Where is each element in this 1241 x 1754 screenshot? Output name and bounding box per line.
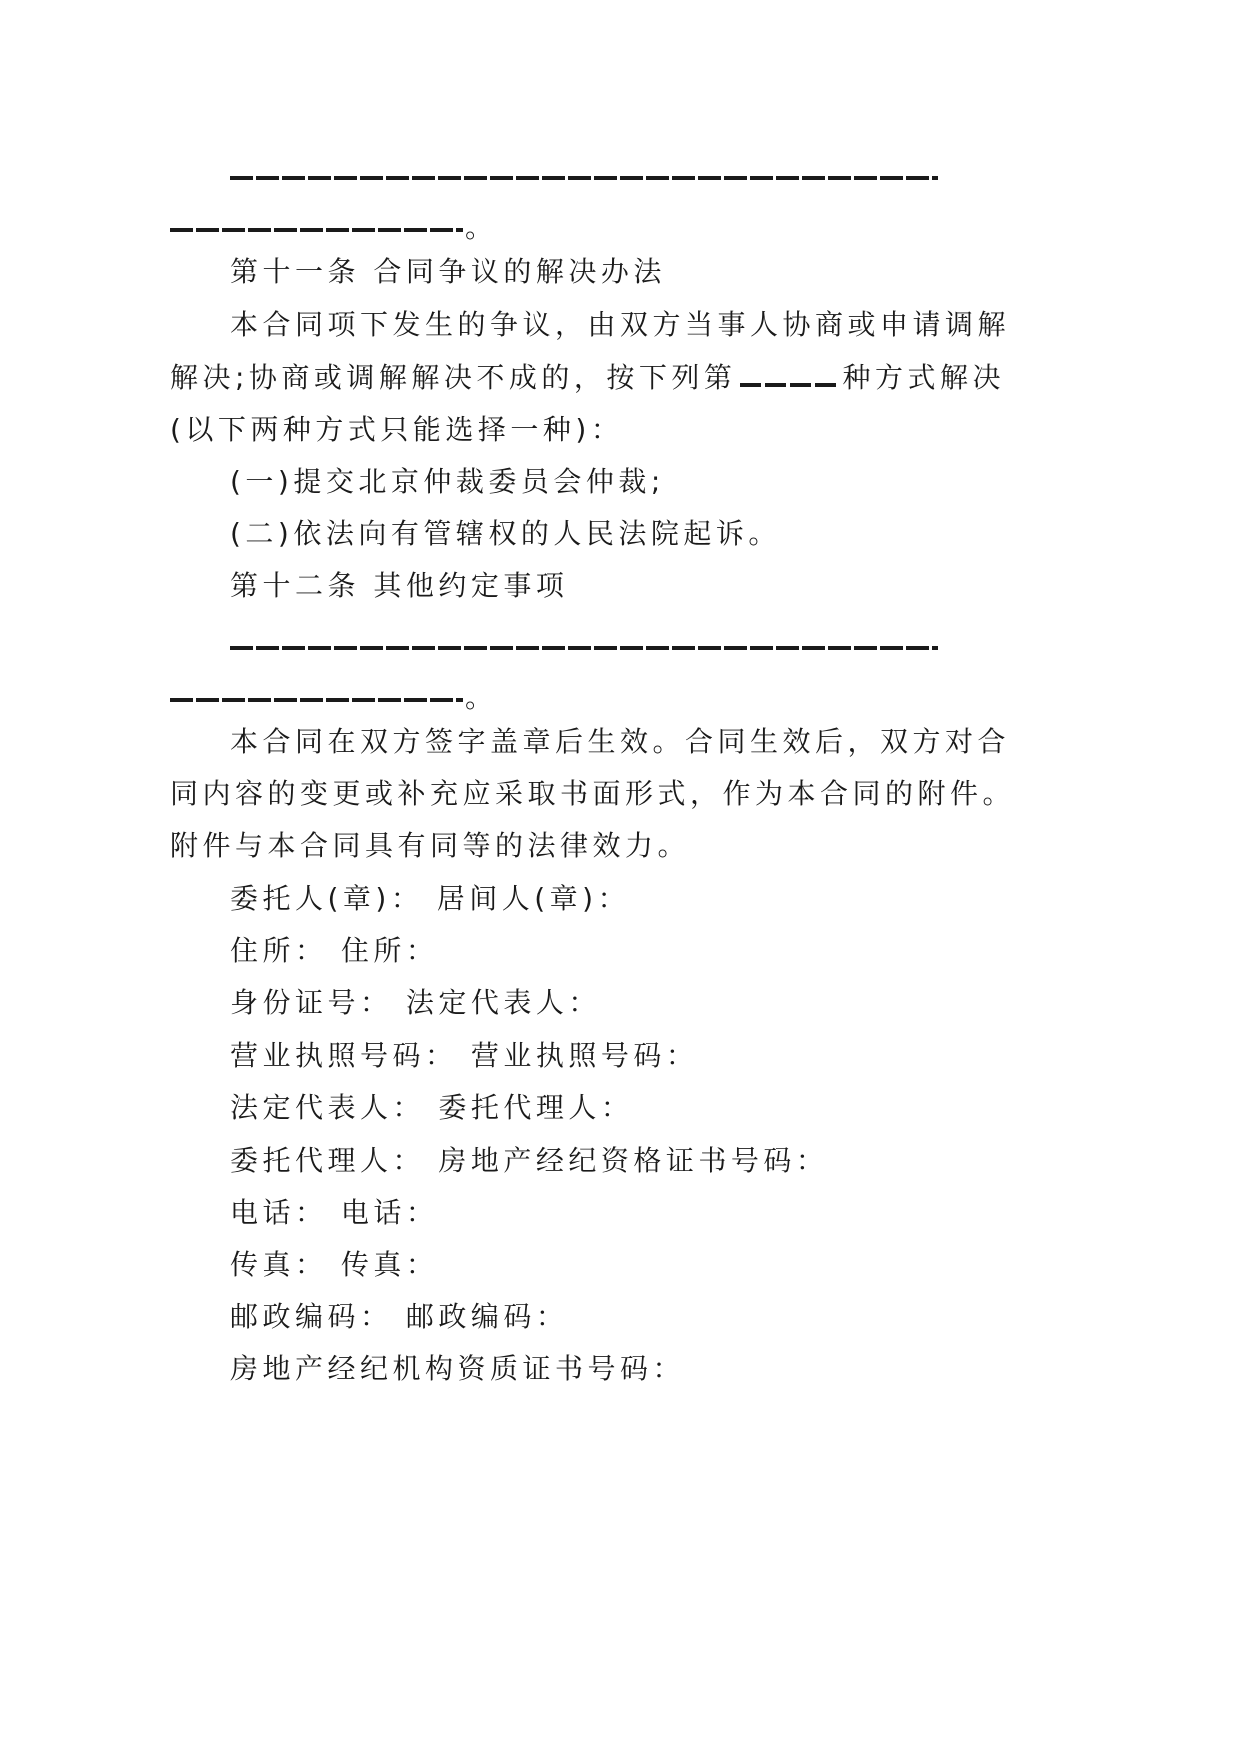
article-11-para-line-1: 本合同项下发生的争议，由双方当事人协商或申请调解 bbox=[230, 308, 1011, 341]
method-choice-blank bbox=[740, 383, 836, 387]
blank-line-art12-2 bbox=[170, 698, 463, 702]
signature-line-address: 住所： 住所： bbox=[230, 934, 439, 967]
article-11-para-line-2-start: 解决;协商或调解解决不成的，按下列第 bbox=[170, 361, 737, 394]
effect-para-line-3: 附件与本合同具有同等的法律效力。 bbox=[170, 829, 691, 862]
signature-line-agent: 委托代理人： 房地产经纪资格证书号码： bbox=[230, 1144, 829, 1177]
signature-line-fax: 传真： 传真： bbox=[230, 1248, 439, 1281]
blank-line-art12-1 bbox=[230, 646, 938, 650]
signature-line-postcode: 邮政编码： 邮政编码： bbox=[230, 1300, 569, 1333]
article-11-option-2: (二)依法向有管辖权的人民法院起诉。 bbox=[230, 517, 781, 550]
article-11-para-line-3: (以下两种方式只能选择一种)： bbox=[170, 413, 624, 446]
article-11-option-1: (一)提交北京仲裁委员会仲裁; bbox=[230, 465, 665, 498]
signature-line-legal-rep: 法定代表人： 委托代理人： bbox=[230, 1091, 634, 1124]
period-top: 。 bbox=[465, 211, 494, 244]
signature-line-principal-seal: 委托人(章)： 居间人(章)： bbox=[230, 882, 631, 915]
period-art12: 。 bbox=[465, 681, 494, 714]
signature-line-business-license: 营业执照号码： 营业执照号码： bbox=[230, 1039, 699, 1072]
signature-line-id-number: 身份证号： 法定代表人： bbox=[230, 986, 601, 1019]
signature-line-agency-cert: 房地产经纪机构资质证书号码： bbox=[230, 1352, 686, 1385]
signature-line-phone: 电话： 电话： bbox=[230, 1196, 439, 1229]
effect-para-line-2: 同内容的变更或补充应采取书面形式，作为本合同的附件。 bbox=[170, 777, 1016, 810]
blank-line-top-1 bbox=[230, 176, 938, 180]
article-11-para-line-2 bbox=[170, 360, 1005, 396]
effect-para-line-1: 本合同在双方签字盖章后生效。合同生效后，双方对合 bbox=[230, 725, 1011, 758]
blank-line-top-2 bbox=[170, 228, 463, 232]
article-11-para-line-2-end: 种方式解决 bbox=[842, 361, 1005, 394]
article-11-title: 第十一条 合同争议的解决办法 bbox=[230, 255, 666, 288]
article-12-title: 第十二条 其他约定事项 bbox=[230, 569, 569, 602]
